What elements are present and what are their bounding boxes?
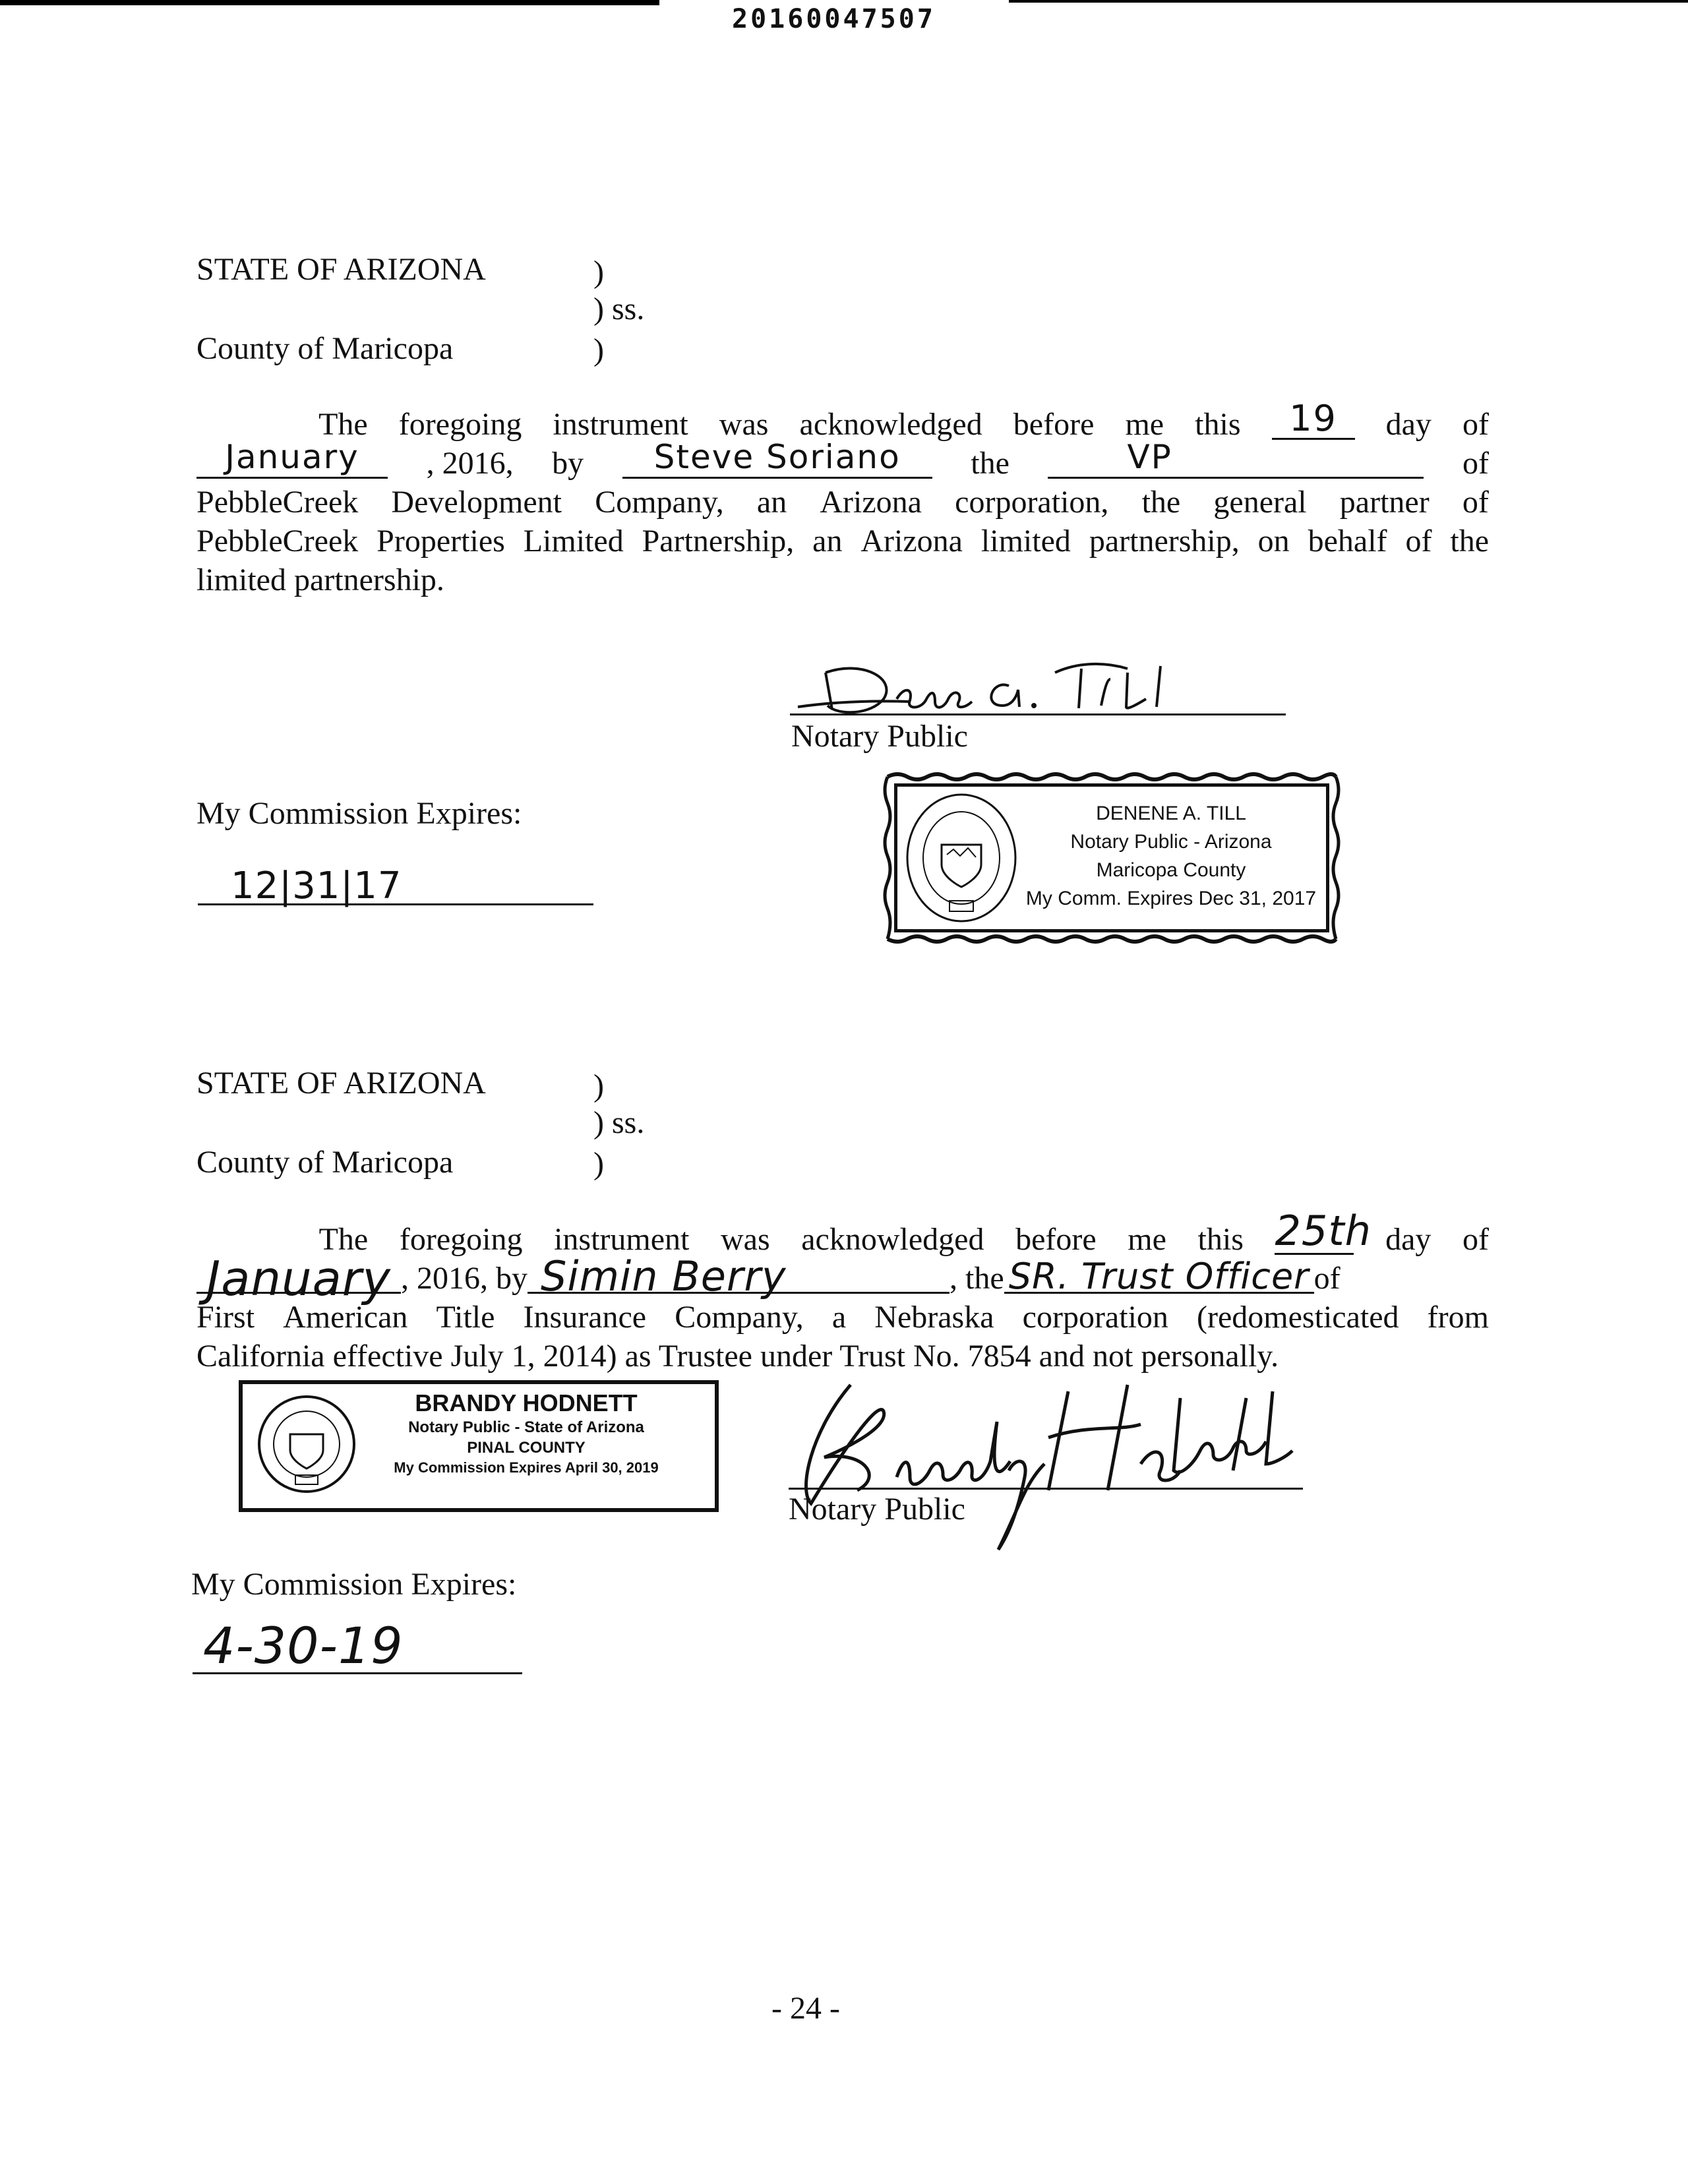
top-rule-right bbox=[1009, 0, 1688, 3]
acknowledgment-paragraph bbox=[196, 1207, 1489, 1376]
word: from bbox=[1427, 1300, 1489, 1335]
word: partner bbox=[1339, 485, 1430, 520]
arizona-seal-icon bbox=[257, 1388, 356, 1500]
title-blank bbox=[1004, 1256, 1314, 1297]
paragraph-line bbox=[196, 561, 1489, 599]
word: , 2016, bbox=[426, 446, 514, 481]
word: on bbox=[1257, 524, 1290, 559]
word: day bbox=[1385, 1222, 1432, 1257]
word: PebbleCreek bbox=[196, 524, 359, 559]
word: Properties bbox=[377, 524, 505, 559]
word: general bbox=[1213, 485, 1307, 520]
word: was bbox=[719, 407, 769, 442]
name-blank bbox=[622, 438, 932, 479]
paragraph-line bbox=[196, 1251, 1489, 1306]
word: instrument bbox=[554, 1222, 690, 1257]
stamp-title: Notary Public - Arizona bbox=[1070, 831, 1272, 853]
handwritten-month: January bbox=[206, 1251, 391, 1306]
notary-stamp-brandy-hodnett bbox=[239, 1380, 719, 1512]
county-heading: County of Maricopa bbox=[196, 1145, 454, 1180]
stamp-county: Maricopa County bbox=[1096, 859, 1246, 881]
notary-stamp-denene-till bbox=[881, 770, 1342, 946]
commission-expires-label: My Commission Expires: bbox=[191, 1567, 517, 1602]
signature-line bbox=[789, 1488, 1303, 1490]
word: behalf bbox=[1308, 524, 1387, 559]
venue-ss: ) ss. bbox=[593, 291, 645, 326]
signature-brandy-hodnett bbox=[785, 1372, 1378, 1556]
venue-ss: ) ss. bbox=[593, 1105, 645, 1140]
word: was bbox=[720, 1222, 770, 1257]
stamp-text bbox=[1016, 799, 1326, 913]
word: acknowledged bbox=[799, 407, 982, 442]
word: limited partnership. bbox=[196, 562, 444, 597]
word: of bbox=[1462, 1222, 1489, 1257]
commission-expires-label: My Commission Expires: bbox=[196, 796, 522, 831]
word: The bbox=[318, 1222, 369, 1257]
word: instrument bbox=[553, 407, 688, 442]
paragraph-line bbox=[196, 1337, 1489, 1376]
day-blank bbox=[1275, 1207, 1372, 1255]
title-blank bbox=[1048, 438, 1424, 479]
handwritten-month: January bbox=[225, 438, 359, 476]
handwritten-name: Simin Berry bbox=[541, 1252, 787, 1300]
stamp-title: Notary Public - State of Arizona bbox=[408, 1418, 644, 1436]
stamp-county: PINAL COUNTY bbox=[467, 1439, 586, 1457]
word: day bbox=[1385, 407, 1432, 442]
word: PebbleCreek bbox=[196, 485, 359, 520]
word: me bbox=[1125, 407, 1164, 442]
word: Nebraska bbox=[874, 1300, 994, 1335]
word: The bbox=[318, 407, 368, 442]
word: of bbox=[1462, 407, 1489, 442]
word: the bbox=[971, 446, 1010, 481]
notary-public-label: Notary Public bbox=[791, 719, 968, 754]
acknowledgment-paragraph bbox=[196, 398, 1489, 599]
commission-expiry-blank bbox=[193, 1616, 522, 1675]
county-heading: County of Maricopa bbox=[196, 331, 454, 366]
word: acknowledged bbox=[801, 1222, 984, 1257]
paragraph-line bbox=[196, 483, 1489, 522]
stamp-name: BRANDY HODNETT bbox=[415, 1389, 638, 1416]
handwritten-commission-date: 4-30-19 bbox=[203, 1616, 404, 1675]
word: an bbox=[756, 485, 787, 520]
word: before bbox=[1015, 1222, 1097, 1257]
paragraph-line bbox=[196, 522, 1489, 561]
handwritten-title: VP bbox=[1127, 438, 1172, 476]
state-heading: STATE OF ARIZONA bbox=[196, 252, 486, 287]
commission-expiry-blank bbox=[198, 864, 593, 905]
word: foregoing bbox=[399, 1222, 523, 1257]
document-number: 20160047507 bbox=[732, 4, 936, 34]
word: , the bbox=[950, 1261, 1004, 1296]
word: of bbox=[1405, 524, 1432, 559]
word: First bbox=[196, 1300, 255, 1335]
word: of bbox=[1462, 485, 1489, 520]
word: foregoing bbox=[398, 407, 522, 442]
word: Company, bbox=[595, 485, 724, 520]
word: Insurance bbox=[523, 1300, 647, 1335]
word: before bbox=[1013, 407, 1095, 442]
word: (redomesticated bbox=[1197, 1300, 1399, 1335]
word: me bbox=[1128, 1222, 1166, 1257]
venue-paren: ) bbox=[593, 255, 604, 289]
signature-line bbox=[790, 713, 1286, 715]
handwritten-name: Steve Soriano bbox=[653, 438, 901, 476]
word: Title bbox=[436, 1300, 495, 1335]
word: California effective July 1, 2014) as Trustee under Trust No. 7854 and not personally. bbox=[196, 1339, 1279, 1374]
stamp-text bbox=[361, 1389, 691, 1478]
handwritten-title: SR. Trust Officer bbox=[1008, 1256, 1310, 1297]
word: Company, bbox=[675, 1300, 804, 1335]
stamp-expires: My Commission Expires April 30, 2019 bbox=[394, 1459, 659, 1476]
word: this bbox=[1197, 1222, 1244, 1257]
word: by bbox=[552, 446, 584, 481]
word: Development bbox=[391, 485, 562, 520]
word: Limited bbox=[523, 524, 624, 559]
venue-paren: ) bbox=[593, 1068, 604, 1103]
handwritten-day: 25th bbox=[1275, 1207, 1372, 1255]
top-rule-left bbox=[0, 0, 659, 5]
stamp-name: DENENE A. TILL bbox=[1096, 803, 1246, 824]
word: the bbox=[1450, 524, 1489, 559]
month-blank bbox=[196, 438, 388, 479]
word: American bbox=[283, 1300, 408, 1335]
word: Arizona bbox=[820, 485, 922, 520]
name-blank bbox=[528, 1252, 950, 1300]
stamp-expires: My Comm. Expires Dec 31, 2017 bbox=[1025, 888, 1317, 909]
handwritten-day: 19 bbox=[1289, 398, 1337, 439]
word: Partnership, bbox=[642, 524, 795, 559]
day-blank bbox=[1272, 398, 1355, 440]
word: this bbox=[1195, 407, 1241, 442]
handwritten-commission-date: 12|31|17 bbox=[231, 864, 402, 907]
word: an bbox=[812, 524, 843, 559]
page-number: - 24 - bbox=[771, 1991, 840, 2026]
venue-paren: ) bbox=[593, 1146, 604, 1181]
word: a bbox=[831, 1300, 847, 1335]
venue-paren: ) bbox=[593, 332, 604, 367]
word: of bbox=[1462, 446, 1489, 481]
word: corporation, bbox=[955, 485, 1109, 520]
notary-public-label: Notary Public bbox=[789, 1492, 965, 1527]
state-heading: STATE OF ARIZONA bbox=[196, 1066, 486, 1101]
word: Arizona bbox=[860, 524, 963, 559]
word: the bbox=[1141, 485, 1181, 520]
arizona-seal-icon bbox=[902, 789, 1021, 927]
month-blank bbox=[196, 1251, 401, 1306]
word: partnership, bbox=[1089, 524, 1240, 559]
word: of bbox=[1313, 1261, 1341, 1296]
paragraph-line bbox=[196, 438, 1489, 483]
word: corporation bbox=[1022, 1300, 1168, 1335]
word: , 2016, by bbox=[401, 1261, 528, 1296]
word: limited bbox=[980, 524, 1071, 559]
